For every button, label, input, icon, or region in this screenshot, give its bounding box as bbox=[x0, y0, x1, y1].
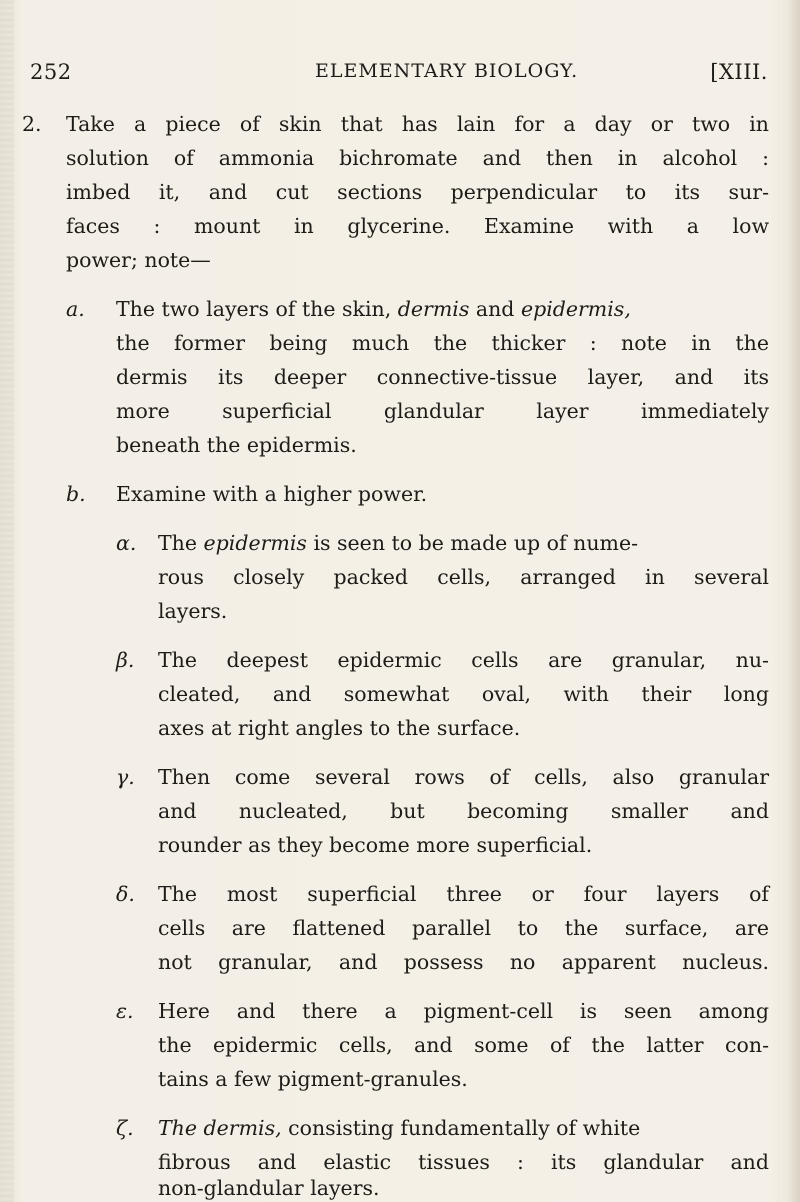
term-epidermis: epidermis bbox=[203, 531, 307, 555]
term-dermis: dermis bbox=[397, 297, 470, 321]
term-epidermis: epidermis, bbox=[520, 297, 631, 321]
alpha-line: The epidermis is seen to be made up of nume- bbox=[158, 531, 639, 555]
running-header bbox=[30, 60, 770, 94]
sub-a-marker: a. bbox=[66, 297, 85, 321]
epsilon-line: Here and there a pigment-cell is seen among bbox=[158, 999, 769, 1023]
sub-a-line: beneath the epidermis. bbox=[116, 433, 357, 457]
item-line: faces : mount in glycerine. Examine with a low bbox=[66, 214, 769, 238]
sub-b-line: Examine with a higher power. bbox=[116, 482, 428, 506]
sub-a-line: The two layers of the skin, dermis and epidermis, bbox=[116, 297, 631, 321]
zeta-line: non-glandular layers. bbox=[158, 1176, 380, 1200]
epsilon-marker: ε. bbox=[116, 999, 134, 1023]
delta-line: The most superficial three or four layers of bbox=[158, 882, 769, 906]
gamma-line: and nucleated, but becoming smaller and bbox=[158, 799, 769, 823]
chapter-marker: [XIII. bbox=[710, 60, 768, 84]
term-dermis: The dermis, bbox=[158, 1116, 282, 1140]
item-line: imbed it, and cut sections perpendicular to its sur- bbox=[66, 180, 769, 204]
running-title: ELEMENTARY BIOLOGY. bbox=[315, 60, 579, 82]
item-line: power; note— bbox=[66, 248, 211, 272]
alpha-marker: α. bbox=[116, 531, 137, 555]
page-left-edge bbox=[0, 0, 14, 1202]
alpha-line: layers. bbox=[158, 599, 228, 623]
sub-a-line: dermis its deeper connective-tissue layer, and its bbox=[116, 365, 769, 389]
page-number: 252 bbox=[30, 60, 72, 84]
beta-line: cleated, and somewhat oval, with their long bbox=[158, 682, 769, 706]
beta-line: The deepest epidermic cells are granular, nu- bbox=[158, 648, 769, 672]
item-number: 2. bbox=[22, 112, 42, 136]
epsilon-line: the epidermic cells, and some of the latter con- bbox=[158, 1033, 769, 1057]
sub-a-line: the former being much the thicker : note in the bbox=[116, 331, 769, 355]
sub-a-line: more superficial glandular layer immediately bbox=[116, 399, 769, 423]
sub-b-marker: b. bbox=[66, 482, 86, 506]
zeta-line: The dermis, consisting fundamentally of white bbox=[158, 1116, 641, 1140]
item-line: Take a piece of skin that has lain for a day or two in bbox=[66, 112, 769, 136]
gamma-marker: γ. bbox=[116, 765, 135, 789]
delta-line: cells are flattened parallel to the surface, are bbox=[158, 916, 769, 940]
beta-marker: β. bbox=[116, 648, 135, 672]
gamma-line: Then come several rows of cells, also granular bbox=[158, 765, 769, 789]
alpha-line: rous closely packed cells, arranged in several bbox=[158, 565, 769, 589]
epsilon-line: tains a few pigment-granules. bbox=[158, 1067, 468, 1091]
beta-line: axes at right angles to the surface. bbox=[158, 716, 521, 740]
zeta-line: fibrous and elastic tissues : its glandular and bbox=[158, 1150, 769, 1174]
delta-line: not granular, and possess no apparent nucleus. bbox=[158, 950, 769, 974]
page-right-edge bbox=[788, 0, 800, 1202]
item-line: solution of ammonia bichromate and then in alcohol : bbox=[66, 146, 769, 170]
zeta-marker: ζ. bbox=[116, 1116, 134, 1140]
delta-marker: δ. bbox=[116, 882, 135, 906]
gamma-line: rounder as they become more superficial. bbox=[158, 833, 593, 857]
